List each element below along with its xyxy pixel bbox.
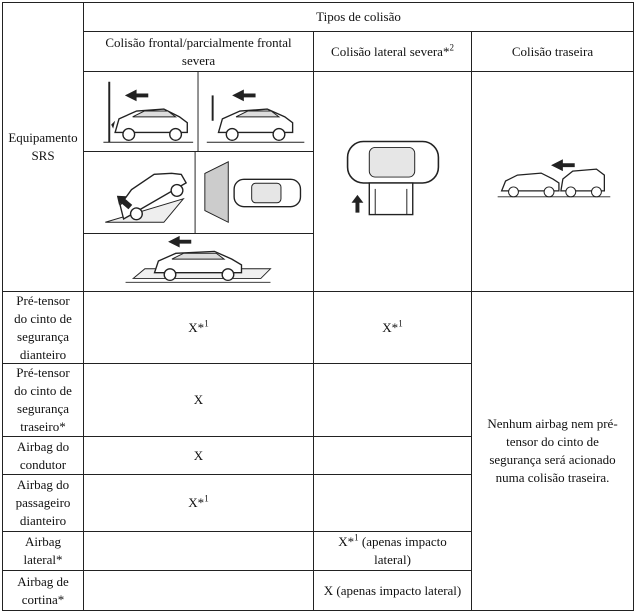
row6-side: [313, 570, 472, 611]
row-label-text: Airbag de cortina*: [17, 573, 69, 607]
row-head-label: Equipamento SRS: [8, 130, 78, 163]
row-label-text: Pré-tensor do cinto de segurança traseiro*: [14, 365, 72, 434]
row5-side-value: X*$^1$ (apenas impacto lateral): [338, 532, 447, 567]
row1-side-value: X*$^1$: [382, 318, 403, 335]
rear-note-text: Nenhum airbag nem pré-tensor do cinto de segurança será acionado numa colisão traseira.: [487, 416, 618, 485]
header-group: [83, 2, 634, 32]
row2-side: [313, 363, 472, 437]
header-col-front: [83, 31, 314, 72]
row1-front: [83, 291, 314, 364]
row3-side: [313, 436, 472, 475]
row-label-5: [2, 531, 84, 571]
rear-illustration: [471, 71, 634, 292]
car-frontal-collision-icon: [84, 72, 313, 151]
row-label-text: Pré-tensor do cinto de segurança dianteiro: [14, 292, 72, 362]
row-label-text: Airbag do passageiro dianteiro: [15, 477, 71, 528]
car-tilted-collision-icon: [84, 152, 313, 233]
row-label-6: [2, 570, 84, 611]
row-label-2: [2, 363, 84, 437]
row-label-4: [2, 474, 84, 532]
row6-front: [83, 570, 314, 611]
row4-front: [83, 474, 314, 532]
row-head-equipamento: [2, 2, 84, 292]
header-group-label: Tipos de colisão: [316, 9, 401, 24]
row1-side: [313, 291, 472, 364]
row2-front-value: X: [193, 392, 204, 407]
row-label-1: [2, 291, 84, 364]
header-col-side-label: Colisão lateral severa*$^2$: [331, 42, 454, 59]
srs-collision-table: [2, 2, 634, 611]
car-rear-collision-icon: [472, 72, 633, 291]
rear-note-cell: [471, 291, 634, 611]
header-col-rear: [471, 31, 634, 72]
row4-front-value: X*$^1$: [188, 493, 209, 510]
row5-front: [83, 531, 314, 571]
row6-side-value: X (apenas impacto lateral): [323, 582, 462, 598]
front-illustration-row3: [83, 233, 314, 292]
car-side-collision-icon: [314, 72, 471, 291]
front-illustration-row2: [83, 151, 314, 234]
row-label-text: Airbag lateral*: [23, 534, 63, 567]
row3-front: [83, 436, 314, 475]
header-col-front-label: Colisão frontal/parcialmente frontal severa: [105, 34, 292, 68]
row4-side: [313, 474, 472, 532]
row-label-text: Airbag do condutor: [16, 438, 70, 472]
row1-front-value: X*$^1$: [188, 318, 209, 335]
row2-front: [83, 363, 314, 437]
car-underride-collision-icon: [84, 234, 313, 291]
row-label-3: [2, 436, 84, 475]
side-illustration: [313, 71, 472, 292]
row5-side: [313, 531, 472, 571]
header-col-rear-label: Colisão traseira: [511, 43, 594, 59]
front-illustration-row1: [83, 71, 314, 152]
row3-front-value: X: [193, 447, 204, 463]
header-col-side: [313, 31, 472, 72]
